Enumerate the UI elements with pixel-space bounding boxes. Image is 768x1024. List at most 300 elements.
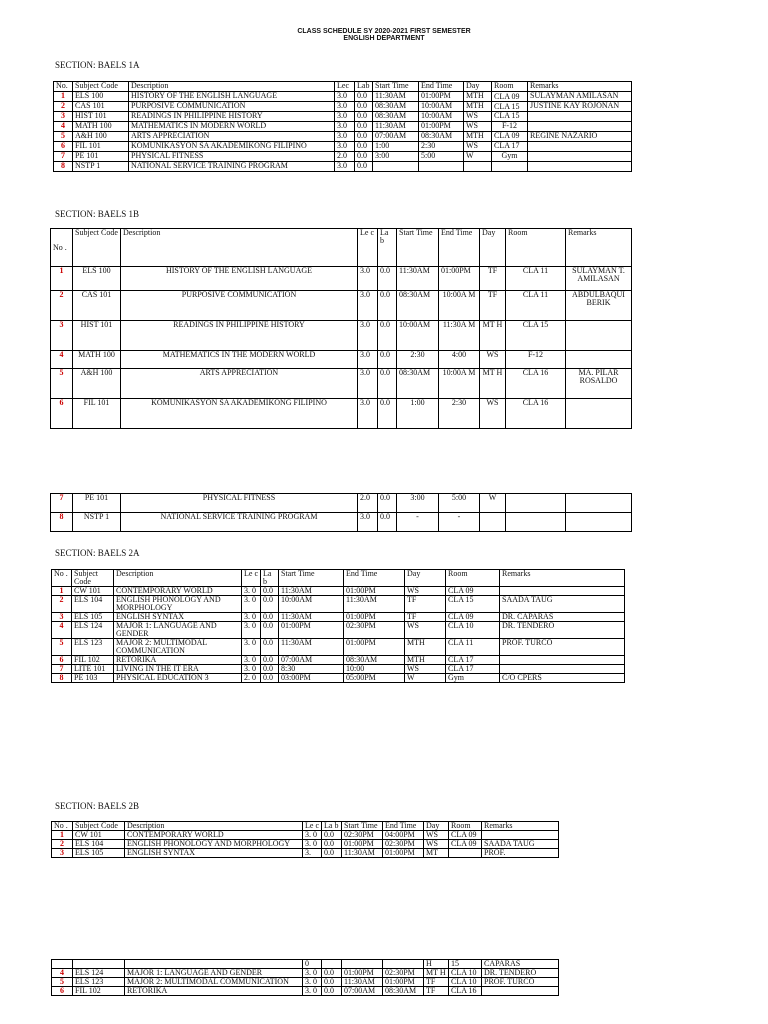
lab: 0.0 <box>322 978 342 987</box>
table-header-row <box>54 82 632 92</box>
remarks <box>500 587 625 596</box>
day <box>480 513 506 532</box>
row-number: 6 <box>51 399 73 429</box>
day: TF <box>424 987 449 996</box>
start-time: 1:00 <box>397 399 439 429</box>
day: WS <box>464 122 492 132</box>
table-row <box>54 92 632 102</box>
row-number: 6 <box>52 987 73 996</box>
row-number: 5 <box>52 639 72 656</box>
day: WS <box>424 831 449 840</box>
subject-code: MATH 100 <box>73 351 121 369</box>
lab <box>322 960 342 969</box>
room: CLA 11 <box>506 291 566 321</box>
lec: 3.0 <box>335 112 355 122</box>
end-time: 10:00A M <box>439 291 480 321</box>
room: CLA 15 <box>506 321 566 351</box>
lec: 3.0 <box>358 513 378 532</box>
table-row <box>51 513 632 532</box>
subject-code: ELS 124 <box>73 969 125 978</box>
lab: 0.0 <box>378 351 397 369</box>
lec: 3. 0 <box>242 613 261 622</box>
description: ARTS APPRECIATION <box>121 369 358 399</box>
lab: 0.0 <box>378 321 397 351</box>
lab: 0.0 <box>355 122 373 132</box>
description: NATIONAL SERVICE TRAINING PROGRAM <box>129 162 335 172</box>
description: READINGS IN PHILIPPINE HISTORY <box>121 321 358 351</box>
header-cell: Remarks <box>528 82 632 92</box>
row-number <box>52 960 73 969</box>
lec: 3. 0 <box>242 665 261 674</box>
schedule-table-2b-continued <box>51 959 559 996</box>
row-number: 8 <box>52 674 72 683</box>
table-row <box>54 162 632 172</box>
room: F-12 <box>506 351 566 369</box>
end-time: 05:00PM <box>344 674 405 683</box>
subject-code: ELS 105 <box>73 849 125 858</box>
room: CLA 15 <box>492 102 528 112</box>
remarks <box>528 142 632 152</box>
table-row <box>52 849 559 858</box>
day: MT <box>424 849 449 858</box>
subject-code <box>73 960 125 969</box>
lab: 0.0 <box>378 267 397 291</box>
schedule-table-1a <box>53 81 632 172</box>
lec: 3.0 <box>358 291 378 321</box>
lab: 0.0 <box>378 399 397 429</box>
remarks: REGINE NAZARIO <box>528 132 632 142</box>
room: CLA 11 <box>506 267 566 291</box>
lab: 0.0 <box>322 987 342 996</box>
table-row <box>54 132 632 142</box>
start-time: 11:30AM <box>373 122 419 132</box>
room: F-12 <box>492 122 528 132</box>
day: WS <box>405 587 446 596</box>
end-time: 11:30AM <box>344 596 405 613</box>
remarks <box>566 399 632 429</box>
table-row <box>54 122 632 132</box>
lec: 3.0 <box>358 351 378 369</box>
row-number: 7 <box>51 494 73 513</box>
row-number: 1 <box>52 831 73 840</box>
day: TF <box>480 291 506 321</box>
lec: 3. 0 <box>303 831 322 840</box>
remarks: DR. TENDERO <box>500 622 625 639</box>
remarks <box>500 656 625 665</box>
header-cell: Lab <box>355 82 373 92</box>
description: CONTEMPORARY WORLD <box>125 831 303 840</box>
subject-code: LITE 101 <box>72 665 114 674</box>
day: W <box>405 674 446 683</box>
end-time: 10:00A M <box>439 369 480 399</box>
subject-code: ELS 100 <box>73 92 129 102</box>
day: MT H <box>480 321 506 351</box>
end-time: 01:00PM <box>344 639 405 656</box>
start-time <box>373 162 419 172</box>
day: TF <box>480 267 506 291</box>
header-cell: No . <box>52 570 72 587</box>
remarks <box>528 152 632 162</box>
day: WS <box>464 112 492 122</box>
remarks: SULAYMAN AMILASAN <box>528 92 632 102</box>
remarks <box>566 513 632 532</box>
subject-code: PE 103 <box>72 674 114 683</box>
header-cell: No. <box>54 82 73 92</box>
end-time: 01:00PM <box>439 267 480 291</box>
table-header-row <box>52 570 625 587</box>
remarks <box>528 162 632 172</box>
subject-code: FIL 101 <box>73 142 129 152</box>
room: CLA 15 <box>446 596 500 613</box>
day: MTH <box>464 132 492 142</box>
title-line: CLASS SCHEDULE SY 2020-2021 FIRST SEMESTER <box>297 28 471 35</box>
day: MTH <box>405 656 446 665</box>
lec: 3. 0 <box>242 596 261 613</box>
room: CLA 17 <box>446 665 500 674</box>
header-cell: Description <box>129 82 335 92</box>
row-number: 7 <box>52 665 72 674</box>
lab: 0.0 <box>355 112 373 122</box>
row-number: 3 <box>54 112 73 122</box>
header-cell: Day <box>424 822 449 831</box>
start-time: 01:00PM <box>342 969 383 978</box>
lab: 0.0 <box>261 656 279 665</box>
table-row <box>52 840 559 849</box>
header-cell: Day <box>464 82 492 92</box>
header-cell: Le c <box>242 570 261 587</box>
description: PHYSICAL EDUCATION 3 <box>114 674 242 683</box>
description: ENGLISH PHONOLOGY AND MORPHOLOGY <box>125 840 303 849</box>
lec: 2.0 <box>335 152 355 162</box>
start-time: 07:00AM <box>373 132 419 142</box>
start-time: 07:00AM <box>279 656 344 665</box>
room: CLA 09 <box>449 831 482 840</box>
remarks: CAPARAS <box>482 960 559 969</box>
remarks <box>566 321 632 351</box>
remarks: JUSTINE KAY ROJONAN <box>528 102 632 112</box>
end-time: - <box>439 513 480 532</box>
table-row <box>52 587 625 596</box>
lab: 0.0 <box>322 969 342 978</box>
room <box>506 513 566 532</box>
subject-code: PE 101 <box>73 494 121 513</box>
header-cell: Room <box>449 822 482 831</box>
end-time: 10:00AM <box>419 112 464 122</box>
subject-code: HIST 101 <box>73 112 129 122</box>
lec: 3.0 <box>358 369 378 399</box>
start-time: 8:30 <box>279 665 344 674</box>
start-time: 02:30PM <box>342 831 383 840</box>
description: ENGLISH PHONOLOGY AND MORPHOLOGY <box>114 596 242 613</box>
row-number: 5 <box>54 132 73 142</box>
start-time: 11:30AM <box>397 267 439 291</box>
header-cell: Start Time <box>342 822 383 831</box>
table-row <box>52 596 625 613</box>
header-cell: Room <box>506 229 566 267</box>
row-number: 3 <box>52 613 72 622</box>
header-cell: Day <box>405 570 446 587</box>
header-cell: La b <box>322 822 342 831</box>
start-time: 11:30AM <box>279 639 344 656</box>
day: TF <box>424 978 449 987</box>
table-row <box>52 613 625 622</box>
subject-code: CW 101 <box>72 587 114 596</box>
description: MATHEMATICS IN MODERN WORLD <box>129 122 335 132</box>
end-time: 01:00PM <box>419 122 464 132</box>
description: PURPOSIVE COMMUNICATION <box>121 291 358 321</box>
day: WS <box>480 351 506 369</box>
start-time: - <box>397 513 439 532</box>
header-cell: Room <box>492 82 528 92</box>
end-time: 01:00PM <box>419 92 464 102</box>
table-row <box>51 321 632 351</box>
header-cell: Subject Code <box>73 822 125 831</box>
header-cell: Remarks <box>566 229 632 267</box>
header-cell: Remarks <box>482 822 559 831</box>
room: CLA 15 <box>492 112 528 122</box>
title-line: ENGLISH DEPARTMENT <box>343 35 425 42</box>
table-row <box>52 978 559 987</box>
remarks: DR. CAPARAS <box>500 613 625 622</box>
lec: 0 <box>303 960 322 969</box>
description: HISTORY OF THE ENGLISH LANGUAGE <box>121 267 358 291</box>
start-time: 3:00 <box>373 152 419 162</box>
end-time: 01:00PM <box>344 587 405 596</box>
table-row <box>52 639 625 656</box>
day: TF <box>405 613 446 622</box>
description: MAJOR 1: LANGUAGE AND GENDER <box>125 969 303 978</box>
subject-code: FIL 102 <box>72 656 114 665</box>
description: NATIONAL SERVICE TRAINING PROGRAM <box>121 513 358 532</box>
description: RETORIKA <box>114 656 242 665</box>
end-time: 01:00PM <box>383 978 424 987</box>
lec: 3. 0 <box>242 587 261 596</box>
description: ARTS APPRECIATION <box>129 132 335 142</box>
table-row <box>54 102 632 112</box>
lab: 0.0 <box>378 369 397 399</box>
table-row <box>52 622 625 639</box>
end-time: 2:30 <box>419 142 464 152</box>
day: WS <box>480 399 506 429</box>
row-number: 2 <box>54 102 73 112</box>
table-row <box>52 674 625 683</box>
section-heading: SECTION: BAELS 1B <box>55 209 140 219</box>
lec: 2. 0 <box>242 674 261 683</box>
header-cell: Description <box>114 570 242 587</box>
schedule-table-1b <box>50 228 632 429</box>
subject-code: ELS 123 <box>73 978 125 987</box>
row-number: 5 <box>51 369 73 399</box>
day: WS <box>405 622 446 639</box>
row-number: 2 <box>52 840 73 849</box>
lec: 3.0 <box>335 92 355 102</box>
table-row <box>54 112 632 122</box>
lab: 0.0 <box>378 494 397 513</box>
description: CONTEMPORARY WORLD <box>114 587 242 596</box>
end-time: 2:30 <box>439 399 480 429</box>
row-number: 1 <box>51 267 73 291</box>
lec: 3.0 <box>335 142 355 152</box>
room: CLA 17 <box>446 656 500 665</box>
room: CLA 09 <box>492 92 528 102</box>
remarks <box>566 351 632 369</box>
subject-code: ELS 100 <box>73 267 121 291</box>
lec: 3.0 <box>358 399 378 429</box>
room: CLA 09 <box>446 587 500 596</box>
start-time: 08:30AM <box>373 112 419 122</box>
start-time: 01:00PM <box>342 840 383 849</box>
start-time: 08:30AM <box>373 102 419 112</box>
header-cell: Subject Code <box>72 570 114 587</box>
lab: 0.0 <box>378 291 397 321</box>
day: W <box>480 494 506 513</box>
lec: 3.0 <box>335 122 355 132</box>
end-time: 10:00AM <box>419 102 464 112</box>
start-time: 03:00PM <box>279 674 344 683</box>
lab: 0.0 <box>355 132 373 142</box>
room: Gym <box>446 674 500 683</box>
schedule-table-2a <box>51 569 625 683</box>
remarks <box>528 122 632 132</box>
description <box>125 960 303 969</box>
start-time: 11:30AM <box>373 92 419 102</box>
end-time: 10:00 <box>344 665 405 674</box>
room: CLA 09 <box>492 132 528 142</box>
end-time: 01:00PM <box>383 849 424 858</box>
room: CLA 10 <box>446 622 500 639</box>
end-time: 08:30AM <box>419 132 464 142</box>
lab: 0.0 <box>261 639 279 656</box>
end-time: 5:00 <box>419 152 464 162</box>
table-row <box>51 267 632 291</box>
lec: 3.0 <box>335 102 355 112</box>
lab: 0.0 <box>322 831 342 840</box>
header-cell: End Time <box>419 82 464 92</box>
day: W <box>464 152 492 162</box>
remarks: MA. PILAR ROSALDO <box>566 369 632 399</box>
header-cell: La b <box>378 229 397 267</box>
lec: 3. 0 <box>303 987 322 996</box>
subject-code: ELS 104 <box>72 596 114 613</box>
lec: 3.0 <box>335 132 355 142</box>
row-number: 5 <box>52 978 73 987</box>
lec: 3. 0 <box>303 969 322 978</box>
description: ENGLISH SYNTAX <box>114 613 242 622</box>
row-number: 2 <box>52 596 72 613</box>
subject-code: HIST 101 <box>73 321 121 351</box>
row-number: 1 <box>54 92 73 102</box>
lec: 3. 0 <box>242 656 261 665</box>
end-time <box>419 162 464 172</box>
start-time: 2:30 <box>397 351 439 369</box>
day: WS <box>424 840 449 849</box>
start-time: 11:30AM <box>342 849 383 858</box>
description: MAJOR 2: MULTIMODAL COMMUNICATION <box>114 639 242 656</box>
header-cell: Description <box>121 229 358 267</box>
start-time: 3:00 <box>397 494 439 513</box>
subject-code: FIL 101 <box>73 399 121 429</box>
header-cell: Subject Code <box>73 82 129 92</box>
start-time: 11:30AM <box>342 978 383 987</box>
room: CLA 16 <box>506 369 566 399</box>
lab: 0.0 <box>322 840 342 849</box>
header-cell: End Time <box>344 570 405 587</box>
header-cell: Start Time <box>373 82 419 92</box>
section-heading: SECTION: BAELS 2A <box>55 548 140 558</box>
table-row <box>52 969 559 978</box>
room: 15 <box>449 960 482 969</box>
lab: 0.0 <box>261 613 279 622</box>
start-time: 1:00 <box>373 142 419 152</box>
row-number: 4 <box>52 622 72 639</box>
lec: 3. 0 <box>303 978 322 987</box>
lab: 0.0 <box>355 102 373 112</box>
subject-code: CAS 101 <box>73 291 121 321</box>
start-time: 08:30AM <box>397 369 439 399</box>
day: MTH <box>464 102 492 112</box>
end-time: 08:30AM <box>344 656 405 665</box>
day: MTH <box>464 92 492 102</box>
table-row <box>52 665 625 674</box>
header-cell: Start Time <box>397 229 439 267</box>
table-row <box>51 351 632 369</box>
room: CLA 11 <box>446 639 500 656</box>
lab: 0.0 <box>378 513 397 532</box>
row-number: 4 <box>52 969 73 978</box>
lec: 3. <box>303 849 322 858</box>
row-number: 7 <box>54 152 73 162</box>
remarks: PROF. <box>482 849 559 858</box>
subject-code: CAS 101 <box>73 102 129 112</box>
room: CLA 10 <box>449 969 482 978</box>
subject-code: ELS 123 <box>72 639 114 656</box>
lec: 2.0 <box>358 494 378 513</box>
room <box>506 494 566 513</box>
lec: 3.0 <box>358 267 378 291</box>
remarks: SAADA TAUG <box>482 840 559 849</box>
end-time: 04:00PM <box>383 831 424 840</box>
subject-code: A&H 100 <box>73 132 129 142</box>
table-header-row <box>52 822 559 831</box>
header-cell: Le c <box>358 229 378 267</box>
row-number: 6 <box>52 656 72 665</box>
description: RETORIKA <box>125 987 303 996</box>
room <box>449 849 482 858</box>
room: CLA 10 <box>449 978 482 987</box>
subject-code: ELS 124 <box>72 622 114 639</box>
row-number: 2 <box>51 291 73 321</box>
remarks <box>500 665 625 674</box>
end-time: 08:30AM <box>383 987 424 996</box>
description: PHYSICAL FITNESS <box>121 494 358 513</box>
lab: 0.0 <box>261 622 279 639</box>
lab: 0.0 <box>355 152 373 162</box>
table-row <box>51 291 632 321</box>
header-cell: Room <box>446 570 500 587</box>
room: CLA 09 <box>446 613 500 622</box>
day: H <box>424 960 449 969</box>
remarks <box>566 494 632 513</box>
table-header-row <box>51 229 632 267</box>
subject-code: ELS 105 <box>72 613 114 622</box>
row-number: 4 <box>51 351 73 369</box>
end-time: 01:00PM <box>344 613 405 622</box>
start-time: 11:30AM <box>279 613 344 622</box>
room: Gym <box>492 152 528 162</box>
room <box>492 162 528 172</box>
lec: 3. 0 <box>303 840 322 849</box>
lab: 0.0 <box>355 92 373 102</box>
